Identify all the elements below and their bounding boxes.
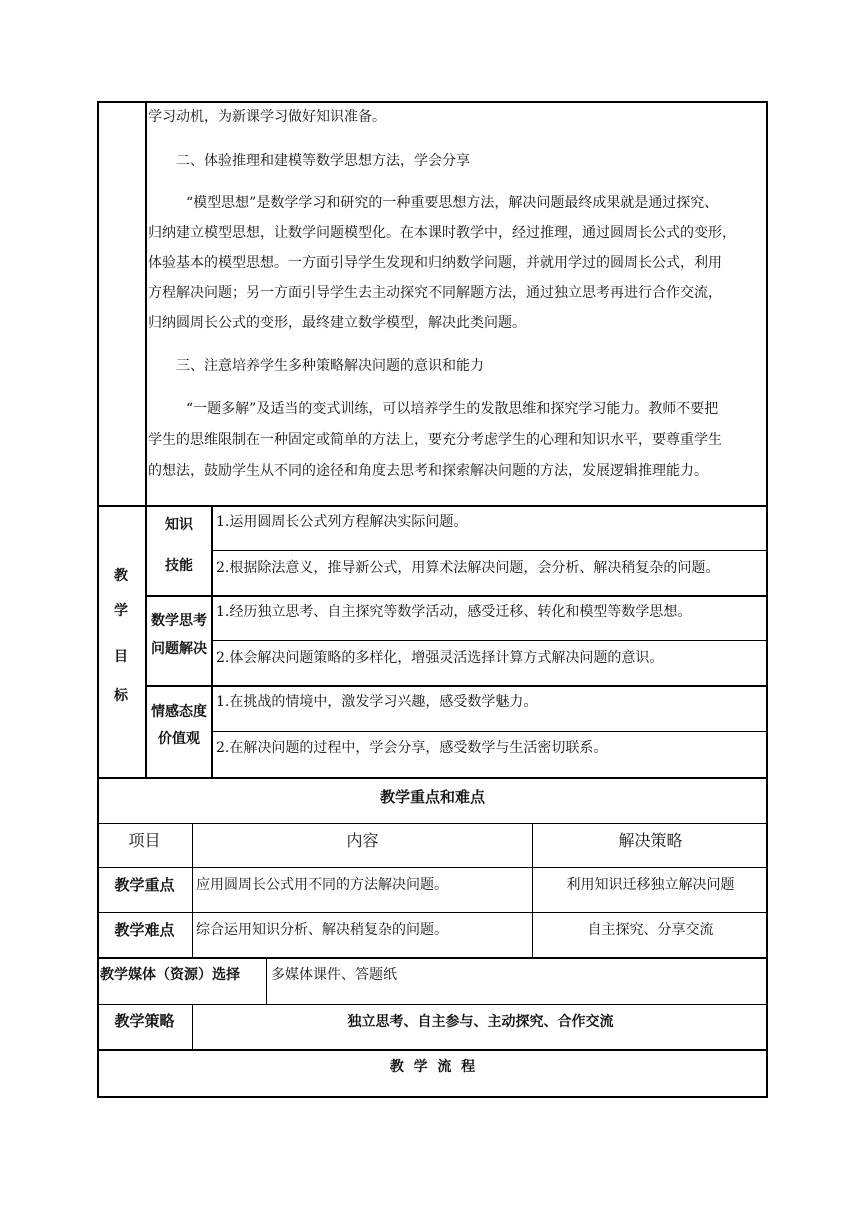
keypoints-header-strategy: 解决策略 xyxy=(618,831,683,850)
intro-para3-l1: “一题多解”及适当的变式训练，可以培养学生的发散思维和探究学习能力。教师不要把 xyxy=(186,401,719,417)
goals-side-char: 学 xyxy=(114,603,128,619)
keypoints-row-item: 教学难点 xyxy=(114,921,175,939)
goals-col2-divider xyxy=(211,505,213,778)
goals-side-char: 标 xyxy=(114,688,128,704)
media-value: 多媒体课件、答题纸 xyxy=(271,967,397,983)
goal-item: 2.根据除法意义，推导新公式，用算术法解决问题，会分析、解决稍复杂的问题。 xyxy=(216,560,720,576)
goals-group-divider xyxy=(145,595,768,597)
intro-para3-l3: 的想法，鼓励学生从不同的途径和角度去思考和探索解决问题的方法，发展逻辑推理能力。 xyxy=(148,463,708,479)
strategy-row-divider xyxy=(97,1049,768,1051)
strategy-value: 独立思考、自主参与、主动探究、合作交流 xyxy=(347,1014,614,1030)
intro-para2-l4: 方程解决问题；另一方面引导学生去主动探究不同解题方法，通过独立思考再进行合作交流， xyxy=(148,285,722,301)
goal-group-label: 价值观 xyxy=(158,731,200,747)
goals-group-divider xyxy=(145,685,768,687)
row-divider xyxy=(97,505,768,507)
keypoints-row-content: 应用圆周长公式用不同的方法解决问题。 xyxy=(196,877,448,893)
goal-group-label: 技能 xyxy=(165,558,193,574)
keypoints-title: 教学重点和难点 xyxy=(379,788,485,806)
strategy-label: 教学策略 xyxy=(114,1012,175,1030)
keypoints-row-strategy: 自主探究、分享交流 xyxy=(587,922,714,938)
intro-para3-l2: 学生的思维限制在一种固定或简单的方法上，要充分考虑学生的心理和知识水平，要尊重学生 xyxy=(148,432,722,448)
goals-side-char: 目 xyxy=(114,649,128,665)
left-column-divider xyxy=(145,101,147,507)
keypoints-title-divider xyxy=(97,823,768,824)
goal-item: 1.运用圆周长公式列方程解决实际问题。 xyxy=(216,514,468,530)
goals-side-char: 教 xyxy=(114,568,128,584)
keypoints-row-divider xyxy=(97,912,768,913)
media-row-divider xyxy=(97,1004,768,1005)
intro-para2-l5: 归纳圆周长公式的变形，最终建立数学模型，解决此类问题。 xyxy=(148,315,526,331)
keypoints-row-item: 教学重点 xyxy=(114,876,175,894)
goal-item: 2.体会解决问题策略的多样化，增强灵活选择计算方式解决问题的意识。 xyxy=(216,650,664,666)
keypoints-row-divider xyxy=(97,957,768,959)
media-label: 教学媒体（资源）选择 xyxy=(100,967,240,983)
goals-item-divider xyxy=(212,731,768,732)
keypoints-header-divider xyxy=(97,867,768,868)
goal-item: 1.经历独立思考、自主探究等数学活动，感受迁移、转化和模型等数学思想。 xyxy=(216,604,692,620)
goal-group-label: 问题解决 xyxy=(151,641,207,657)
goal-item: 1.在挑战的情境中，激发学习兴趣，感受数学魅力。 xyxy=(216,694,538,710)
goals-item-divider xyxy=(212,640,768,641)
flow-title: 教 学 流 程 xyxy=(389,1059,476,1075)
keypoints-header-item: 项目 xyxy=(128,831,161,850)
goals-item-divider xyxy=(212,550,768,551)
media-col-divider xyxy=(266,958,267,1005)
goal-group-label: 知识 xyxy=(165,517,193,533)
row-divider xyxy=(97,777,768,779)
keypoints-row-content: 综合运用知识分析、解决稍复杂的问题。 xyxy=(196,922,448,938)
intro-para2-l2: 归纳建立模型思想，让数学问题模型化。在本课时教学中，经过推理，通过圆周长公式的变形， xyxy=(148,225,736,241)
intro-heading-2: 二、体验推理和建模等数学思想方法，学会分享 xyxy=(176,153,470,169)
intro-line0: 学习动机，为新课学习做好知识准备。 xyxy=(148,109,386,125)
intro-para2-l1: “模型思想”是数学学习和研究的一种重要思想方法，解决问题最终成果就是通过探究、 xyxy=(186,195,719,211)
goal-group-label: 情感态度 xyxy=(151,704,207,720)
goal-item: 2.在解决问题的过程中，学会分享，感受数学与生活密切联系。 xyxy=(216,740,608,756)
keypoints-header-content: 内容 xyxy=(346,831,379,850)
intro-para2-l3: 体验基本的模型思想。一方面引导学生发现和归纳数学问题，并就用学过的圆周长公式，利用 xyxy=(148,255,722,271)
goal-group-label: 数学思考 xyxy=(151,613,207,629)
keypoints-row-strategy: 利用知识迁移独立解决问题 xyxy=(566,877,735,893)
intro-heading-3: 三、注意培养学生多种策略解决问题的意识和能力 xyxy=(176,358,484,374)
